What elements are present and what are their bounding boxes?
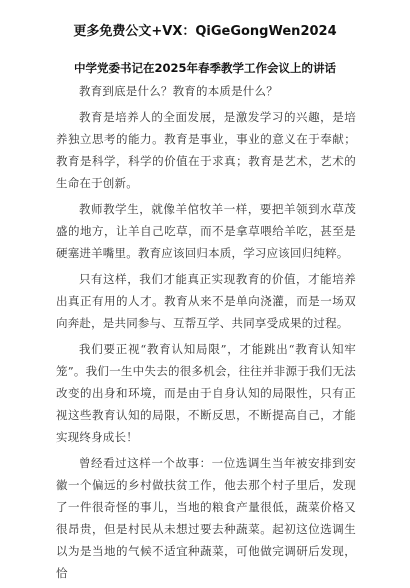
paragraph: 教育是培养人的全面发展，是激发学习的兴趣，是培养独立思考的能力。教育是事业，事业的意义在于奉献；教育是科学，科学的价值在于求真；教育是艺术，艺术的生命在于创新。	[56, 110, 356, 190]
paragraph: 我们要正视“教育认知局限”，才能跳出“教育认知牢笼”。我们一生中失去的很多机会，往往并非源于我们无法改变的出身和环境，而是由于自身认知的局限性，只有正视这些教育认知的局限，不断反思，不断提高自己，才能实现终身成长！	[56, 342, 356, 444]
promo-banner: 更多免费公文+VX：QiGeGongWen2024	[73, 24, 337, 39]
paragraph: 曾经看过这样一个故事：一位选调生当年被安排到安徽一个偏远的乡村做扶贫工作，他去那个村子里后，发现了一件很奇怪的事儿，当地的粮食产量很低，蔬菜价格又很昂贵，但是村民从未想过要去种蔬菜。起初这位选调生以为是当地的气候不适宜种蔬菜，可他做完调研后发现，恰	[56, 456, 356, 580]
paragraph: 教师教学生，就像羊倌牧羊一样，要把羊领到水草茂盛的地方，让羊自己吃草，而不是拿草喂给羊吃，甚至是硬塞进羊嘴里。教育应该回归本质，学习应该回归纯粹。	[56, 202, 356, 260]
document-body	[56, 80, 356, 588]
paragraph: 只有这样，我们才能真正实现教育的价值，才能培养出真正有用的人才。教育从来不是单向浇灌，而是一场双向奔赴，是共同参与、互帮互学、共同享受成果的过程。	[56, 272, 356, 330]
paragraph: 教育到底是什么？教育的本质是什么？	[79, 84, 278, 98]
speech-title: 中学党委书记在2025年春季教学工作会议上的讲话	[73, 61, 336, 75]
